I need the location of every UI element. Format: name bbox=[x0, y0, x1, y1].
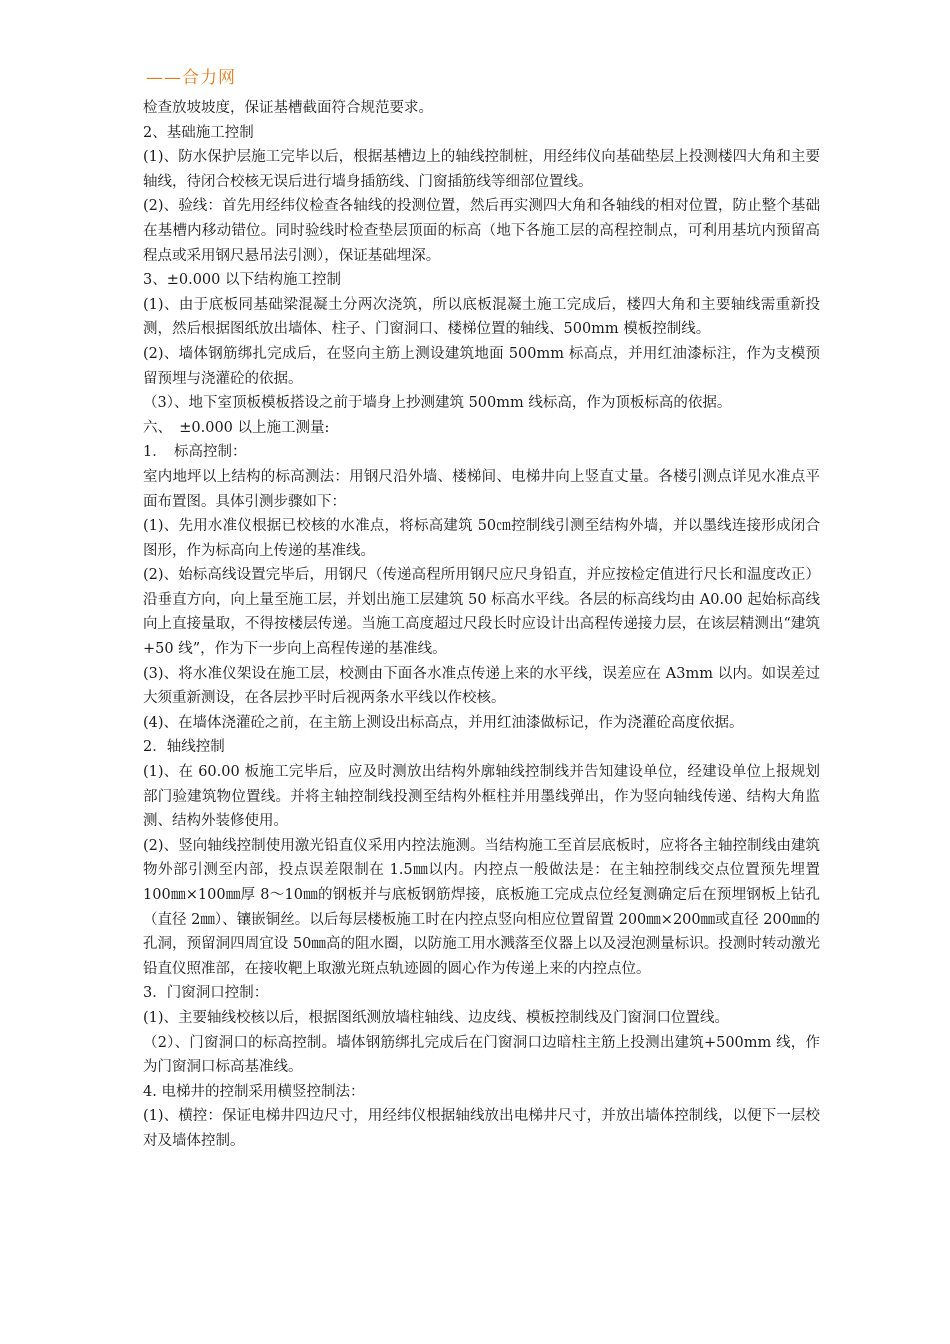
paragraph: (1)、主要轴线校核以后，根据图纸测放墙柱轴线、边皮线、模板控制线及门窗洞口位置线。 bbox=[143, 1009, 730, 1026]
section-heading: 2．轴线控制 bbox=[143, 739, 225, 756]
paragraph: (2)、始标高线设置完毕后，用钢尺（传递高程所用钢尺应尺身铅直，并应按检定值进行尺长和温度改正）沿垂直方向，向上量至施工层，并划出施工层建筑 50 标高水平线。各层的标高线均由 A0.00 起始标高线向上直接量取，不得按楼层传递。当施工高度超过尺段长时应设计出高程传递接力层，在该层精测出“建筑+50 线”，作为下一步向上高程传递的基准线。 bbox=[143, 567, 820, 658]
document-body bbox=[143, 96, 820, 1154]
section-heading: 2、基础施工控制 bbox=[143, 124, 254, 141]
paragraph: 检查放坡坡度，保证基槽截面符合规范要求。 bbox=[143, 100, 433, 116]
paragraph: (2)、墙体钢筋绑扎完成后，在竖向主筋上测设建筑地面 500mm 标高点，并用红油漆标注，作为支模预留预埋与浇灌砼的依据。 bbox=[143, 345, 820, 387]
section-heading: 3、±0.000 以下结构施工控制 bbox=[143, 272, 341, 289]
paragraph: (3)、将水准仪架设在施工层，校测由下面各水准点传递上来的水平线，误差应在 A3mm 以内。如误差过大须重新测设，在各层抄平时后视两条水平线以作校核。 bbox=[143, 665, 820, 707]
paragraph: 室内地坪以上结构的标高测法：用钢尺沿外墙、楼梯间、电梯井向上竖直丈量。各楼引测点详见水准点平面布置图。具体引测步骤如下： bbox=[143, 468, 820, 510]
paragraph: (1)、由于底板同基础梁混凝土分两次浇筑，所以底板混凝土施工完成后，楼四大角和主要轴线需重新投测，然后根据图纸放出墙体、柱子、门窗洞口、楼梯位置的轴线、500mm 模板控制线。 bbox=[143, 296, 820, 338]
paragraph: (1)、在 60.00 板施工完毕后，应及时测放出结构外廓轴线控制线并告知建设单位，经建设单位上报规划部门验建筑物位置线。并将主轴控制线投测至结构外框柱并用墨线弹出，作为竖向轴线传递、结构大角监测、结构外装修使用。 bbox=[143, 764, 820, 830]
paragraph: (2)、竖向轴线控制使用激光铅直仪采用内控法施测。当结构施工至首层底板时，应将各主轴控制线由建筑物外部引测至内部，投点误差限制在 1.5㎜以内。内控点一般做法是：在主轴控制线交点位置预先埋置 100㎜×100㎜厚 8～10㎜的钢板并与底板钢筋焊接，底板施工完成点位经复测确定后在预埋钢板上钻孔（直径 2㎜）、镶嵌铜丝。以后每层楼板施工时在内控点竖向相应位置留置 200㎜×200㎜或直径 200㎜的孔洞，预留洞四周宜设 50㎜高的阻水圈，以防施工用水溅落至仪器上以及浸泡测量标识。投测时转动激光铅直仪照准部，在接收靶上取激光斑点轨迹圆的圆心作为传递上来的内控点位。 bbox=[143, 837, 820, 977]
paragraph: (1)、横控：保证电梯井四边尺寸，用经纬仪根据轴线放出电梯井尺寸，并放出墙体控制线，以便下一层校对及墙体控制。 bbox=[143, 1108, 820, 1149]
paragraph: （2）、门窗洞口的标高控制。墙体钢筋绑扎完成后在门窗洞口边暗柱主筋上投测出建筑+500mm 线，作为门窗洞口标高基准线。 bbox=[143, 1034, 820, 1076]
paragraph: (1)、防水保护层施工完毕以后，根据基槽边上的轴线控制桩，用经纬仪向基础垫层上投测楼四大角和主要轴线，待闭合校核无误后进行墙身插筋线、门窗插筋线等细部位置线。 bbox=[143, 149, 820, 190]
paragraph: （3）、地下室顶板模板搭设之前于墙身上抄测建筑 500mm 线标高，作为顶板标高的依据。 bbox=[143, 395, 732, 412]
section-heading: 1． 标高控制： bbox=[143, 444, 247, 461]
paragraph: (4)、在墙体浇灌砼之前，在主筋上测设出标高点，并用红油漆做标记，作为浇灌砼高度依据。 bbox=[143, 714, 744, 731]
section-heading: 3．门窗洞口控制： bbox=[143, 985, 269, 1002]
section-heading: 六、 ±0.000 以上施工测量: bbox=[143, 419, 330, 436]
section-heading: 4. 电梯井的控制采用横竖控制法： bbox=[143, 1083, 365, 1100]
paragraph: (1)、先用水准仪根据已校核的水准点，将标高建筑 50㎝控制线引测至结构外墙，并以墨线连接形成闭合图形，作为标高向上传递的基准线。 bbox=[143, 518, 820, 559]
brand-header[interactable]: ——合力网 bbox=[146, 68, 236, 88]
paragraph: (2)、验线：首先用经纬仪检查各轴线的投测位置，然后再实测四大角和各轴线的相对位置，防止整个基础在基槽内移动错位。同时验线时检查垫层顶面的标高（地下各施工层的高程控制点，可利用基坑内预留高程点或采用钢尺悬吊法引测），保证基础埋深。 bbox=[143, 198, 820, 264]
